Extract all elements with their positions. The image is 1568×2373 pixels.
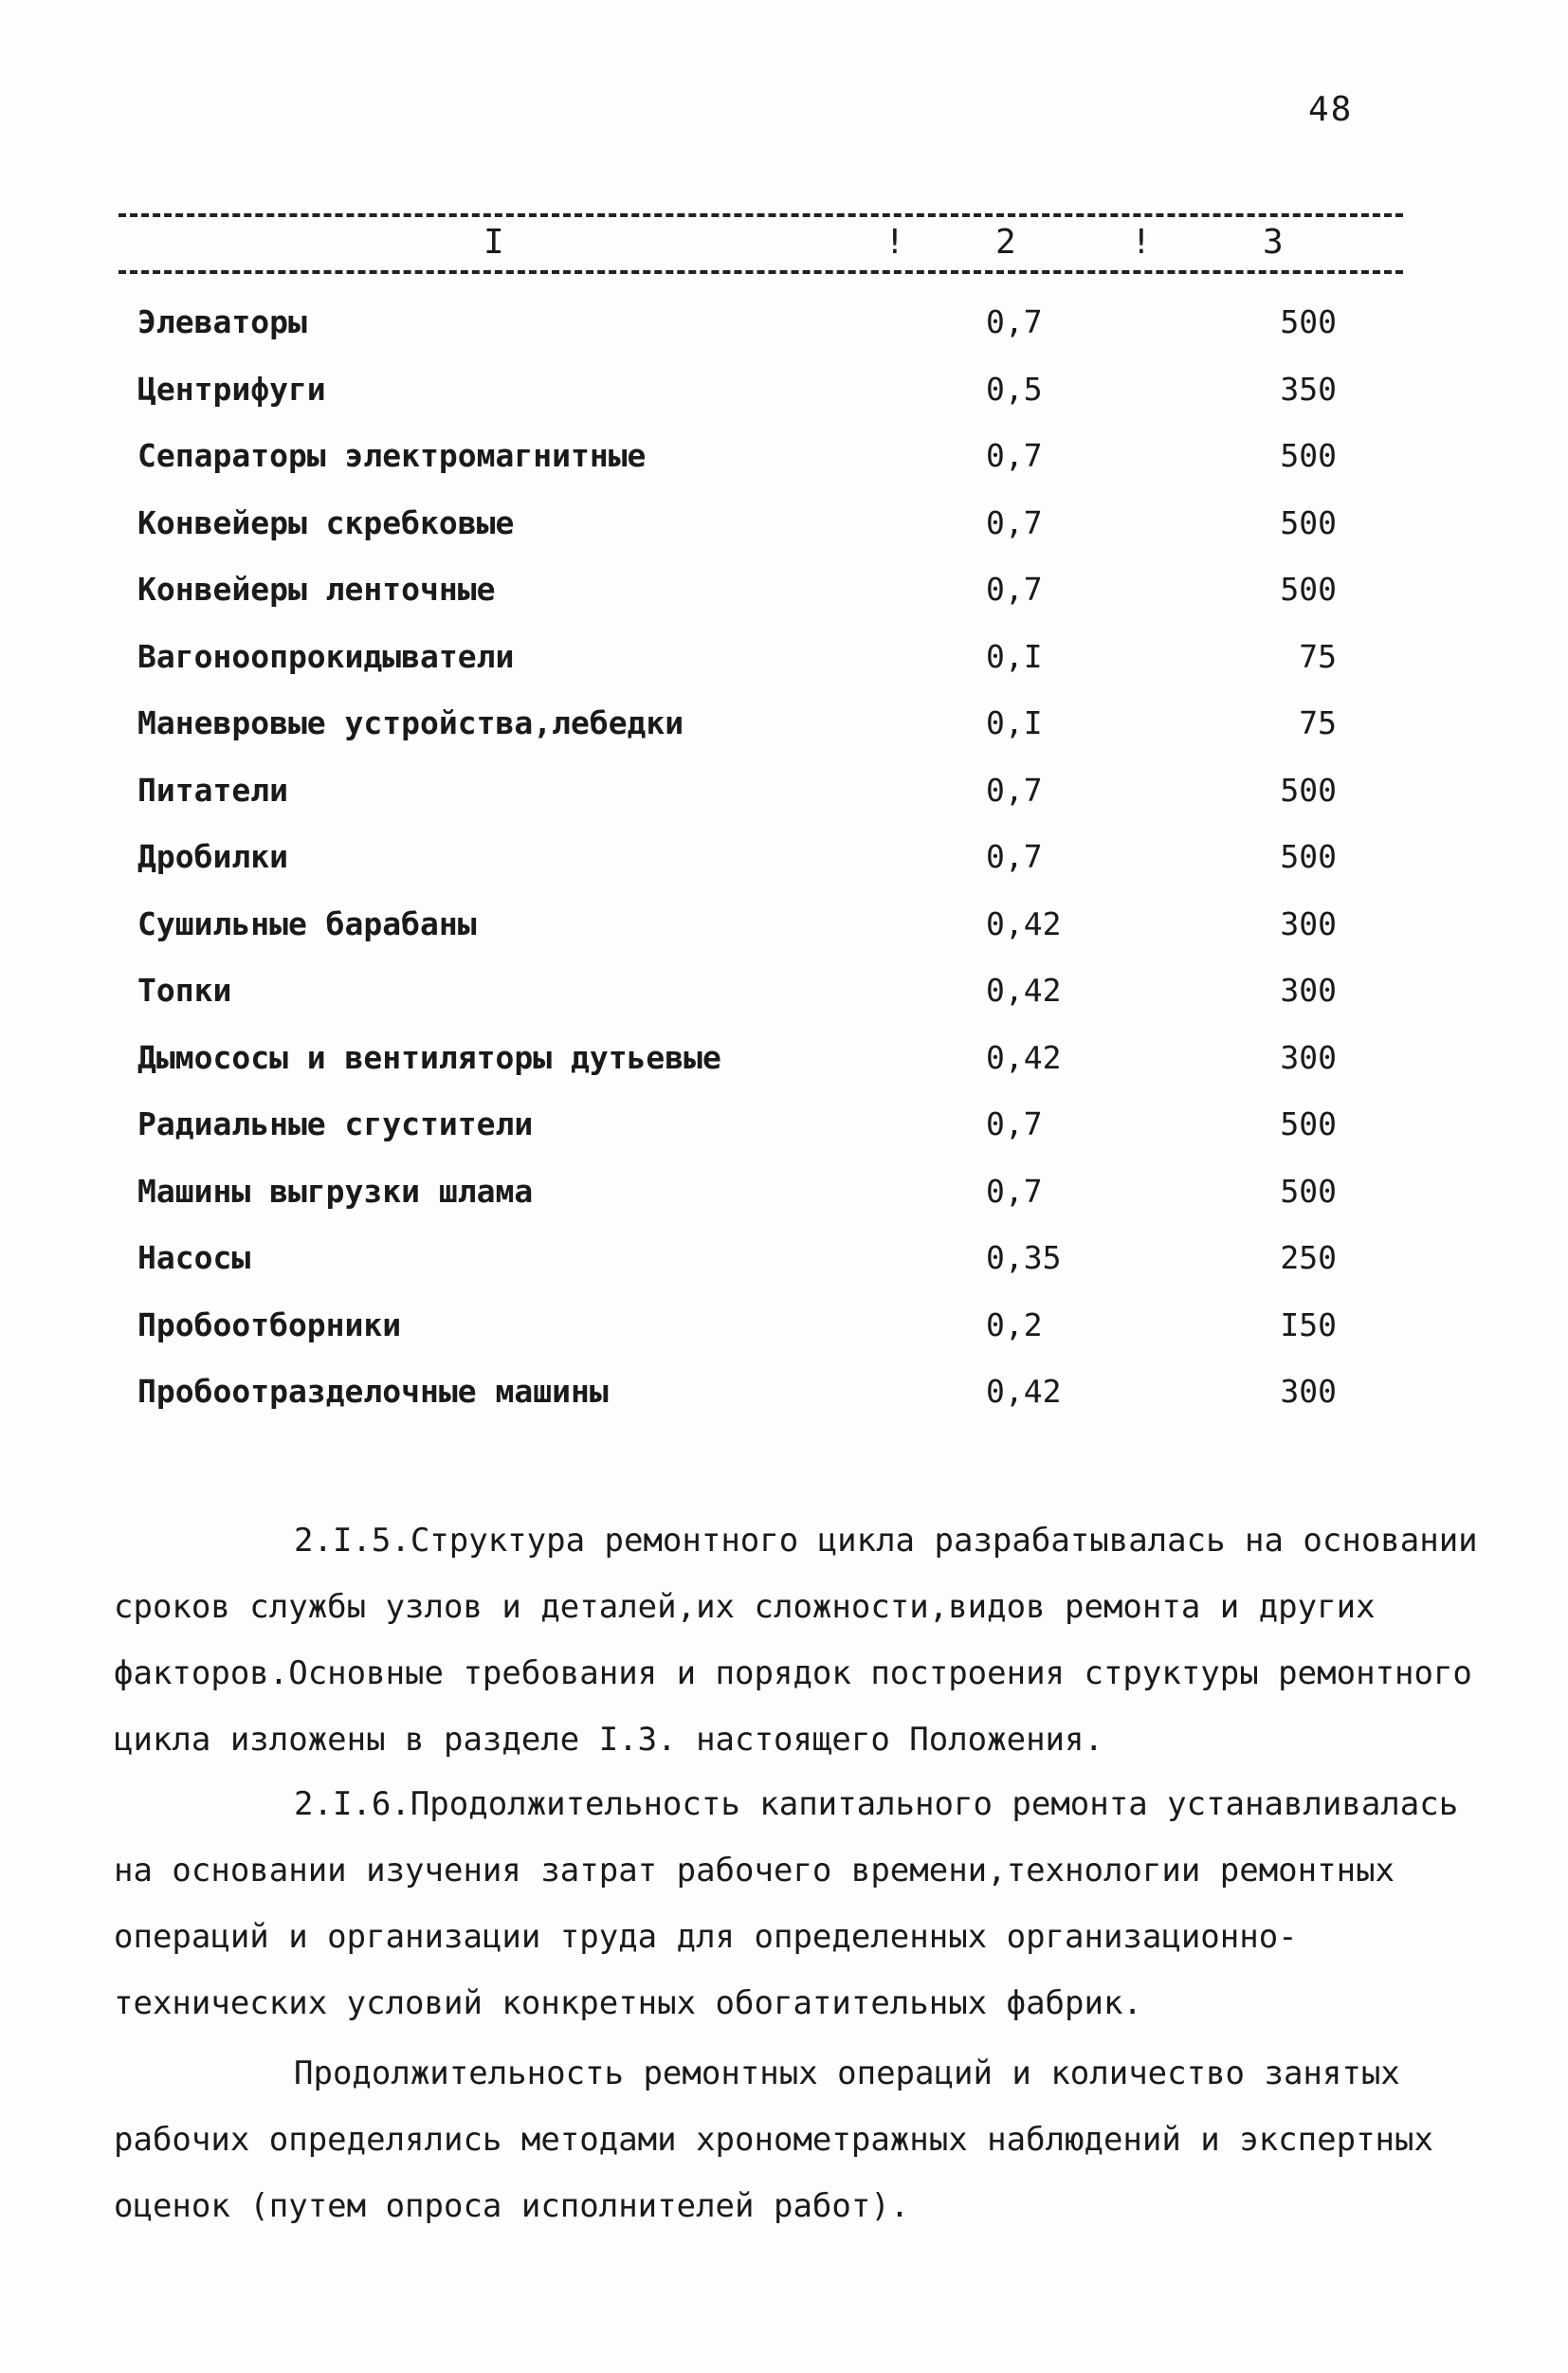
coefficient: 0,42 xyxy=(986,904,1062,942)
value: 300 xyxy=(1280,1038,1337,1076)
value: 500 xyxy=(1280,303,1337,340)
equipment-name: Конвейеры ленточные xyxy=(137,571,496,608)
table-row xyxy=(137,1239,1370,1306)
value: I50 xyxy=(1280,1305,1337,1343)
table-header xyxy=(119,204,1403,280)
coefficient: 0,7 xyxy=(986,1105,1043,1142)
equipment-name: Питатели xyxy=(137,771,288,809)
paragraph-text: 2.I.6.Продолжительность капитального ремонта устанавливалась на основании изучения затрат рабочего времени,технологии ремонтных операций и организации труда для определенных организационно-технических условий конкретных обогатительных фабрик. xyxy=(114,1785,1459,2022)
coefficient: 0,7 xyxy=(986,771,1043,809)
coefficient: 0,7 xyxy=(986,571,1043,608)
coefficient: 0,5 xyxy=(986,370,1043,408)
coefficient: 0,7 xyxy=(986,838,1043,875)
equipment-name: Пробоотборники xyxy=(137,1305,402,1343)
paragraph-2-1-6 xyxy=(114,1771,1488,2036)
table-row xyxy=(137,1173,1370,1240)
paragraph-text: Продолжительность ремонтных операций и количество занятых рабочих определялись методами хронометражных наблюдений и экспертных оценок (путем опроса исполнителей работ). xyxy=(114,2054,1433,2225)
coefficient: 0,42 xyxy=(986,972,1062,1009)
value: 250 xyxy=(1280,1239,1337,1276)
table-row xyxy=(137,704,1370,772)
equipment-name: Машины выгрузки шлама xyxy=(137,1172,534,1210)
value: 500 xyxy=(1280,838,1337,875)
header-col2: 2 xyxy=(995,223,1016,262)
paragraph-repair-duration xyxy=(114,2040,1488,2239)
table-row xyxy=(137,1039,1370,1106)
value: 350 xyxy=(1280,370,1337,408)
paragraph-text: 2.I.5.Структура ремонтного цикла разрабатывалась на основании сроков службы узлов и деталей,их сложности,видов ремонта и других факторов.Основные требования и порядок построения структуры ремонтного цикла изложены в разделе I.3. настоящего Положения. xyxy=(114,1522,1478,1759)
equipment-name: Центрифуги xyxy=(137,370,326,408)
equipment-name: Сепараторы электромагнитные xyxy=(137,437,647,474)
value: 500 xyxy=(1280,503,1337,541)
header-col1: I xyxy=(483,223,504,262)
coefficient: 0,35 xyxy=(986,1239,1062,1276)
table-row xyxy=(137,1373,1370,1440)
table-row xyxy=(137,371,1370,438)
table-row xyxy=(137,838,1370,905)
value: 300 xyxy=(1280,972,1337,1009)
value: 300 xyxy=(1280,904,1337,942)
coefficient: 0,7 xyxy=(986,1172,1043,1210)
coefficient: 0,7 xyxy=(986,503,1043,541)
coefficient: 0,2 xyxy=(986,1305,1043,1343)
equipment-name: Вагоноопрокидыватели xyxy=(137,637,515,675)
header-separator: ! xyxy=(1131,223,1152,262)
coefficient: 0,42 xyxy=(986,1038,1062,1076)
equipment-name: Насосы xyxy=(137,1239,251,1276)
header-col3: 3 xyxy=(1263,223,1284,262)
table-row xyxy=(137,303,1370,371)
value: 75 xyxy=(1299,704,1337,741)
equipment-name: Дробилки xyxy=(137,838,288,875)
table-row xyxy=(137,571,1370,638)
coefficient: 0,7 xyxy=(986,303,1043,340)
table-row xyxy=(137,905,1370,973)
table-row xyxy=(137,972,1370,1039)
equipment-name: Элеваторы xyxy=(137,303,307,340)
paragraph-2-1-5 xyxy=(114,1507,1488,1773)
equipment-table xyxy=(137,303,1370,1440)
table-row xyxy=(137,504,1370,572)
equipment-name: Пробоотразделочные машины xyxy=(137,1373,609,1410)
coefficient: 0,7 xyxy=(986,437,1043,474)
coefficient: 0,42 xyxy=(986,1373,1062,1410)
equipment-name: Топки xyxy=(137,972,232,1009)
table-row xyxy=(137,638,1370,705)
equipment-name: Маневровые устройства,лебедки xyxy=(137,704,684,741)
value: 500 xyxy=(1280,1105,1337,1142)
value: 500 xyxy=(1280,571,1337,608)
equipment-name: Конвейеры скребковые xyxy=(137,503,515,541)
value: 500 xyxy=(1280,1172,1337,1210)
header-separator: ! xyxy=(884,223,905,262)
table-row xyxy=(137,437,1370,504)
table-row xyxy=(137,1105,1370,1173)
table-row xyxy=(137,1306,1370,1374)
page-number: 48 xyxy=(1308,90,1354,129)
value: 300 xyxy=(1280,1373,1337,1410)
equipment-name: Радиальные сгустители xyxy=(137,1105,534,1142)
table-row xyxy=(137,772,1370,839)
equipment-name: Дымососы и вентиляторы дутьевые xyxy=(137,1038,721,1076)
header-top-rule xyxy=(119,213,1403,217)
header-bottom-rule xyxy=(119,270,1403,274)
coefficient: 0,I xyxy=(986,637,1043,675)
value: 500 xyxy=(1280,437,1337,474)
coefficient: 0,I xyxy=(986,704,1043,741)
value: 500 xyxy=(1280,771,1337,809)
equipment-name: Сушильные барабаны xyxy=(137,904,477,942)
value: 75 xyxy=(1299,637,1337,675)
